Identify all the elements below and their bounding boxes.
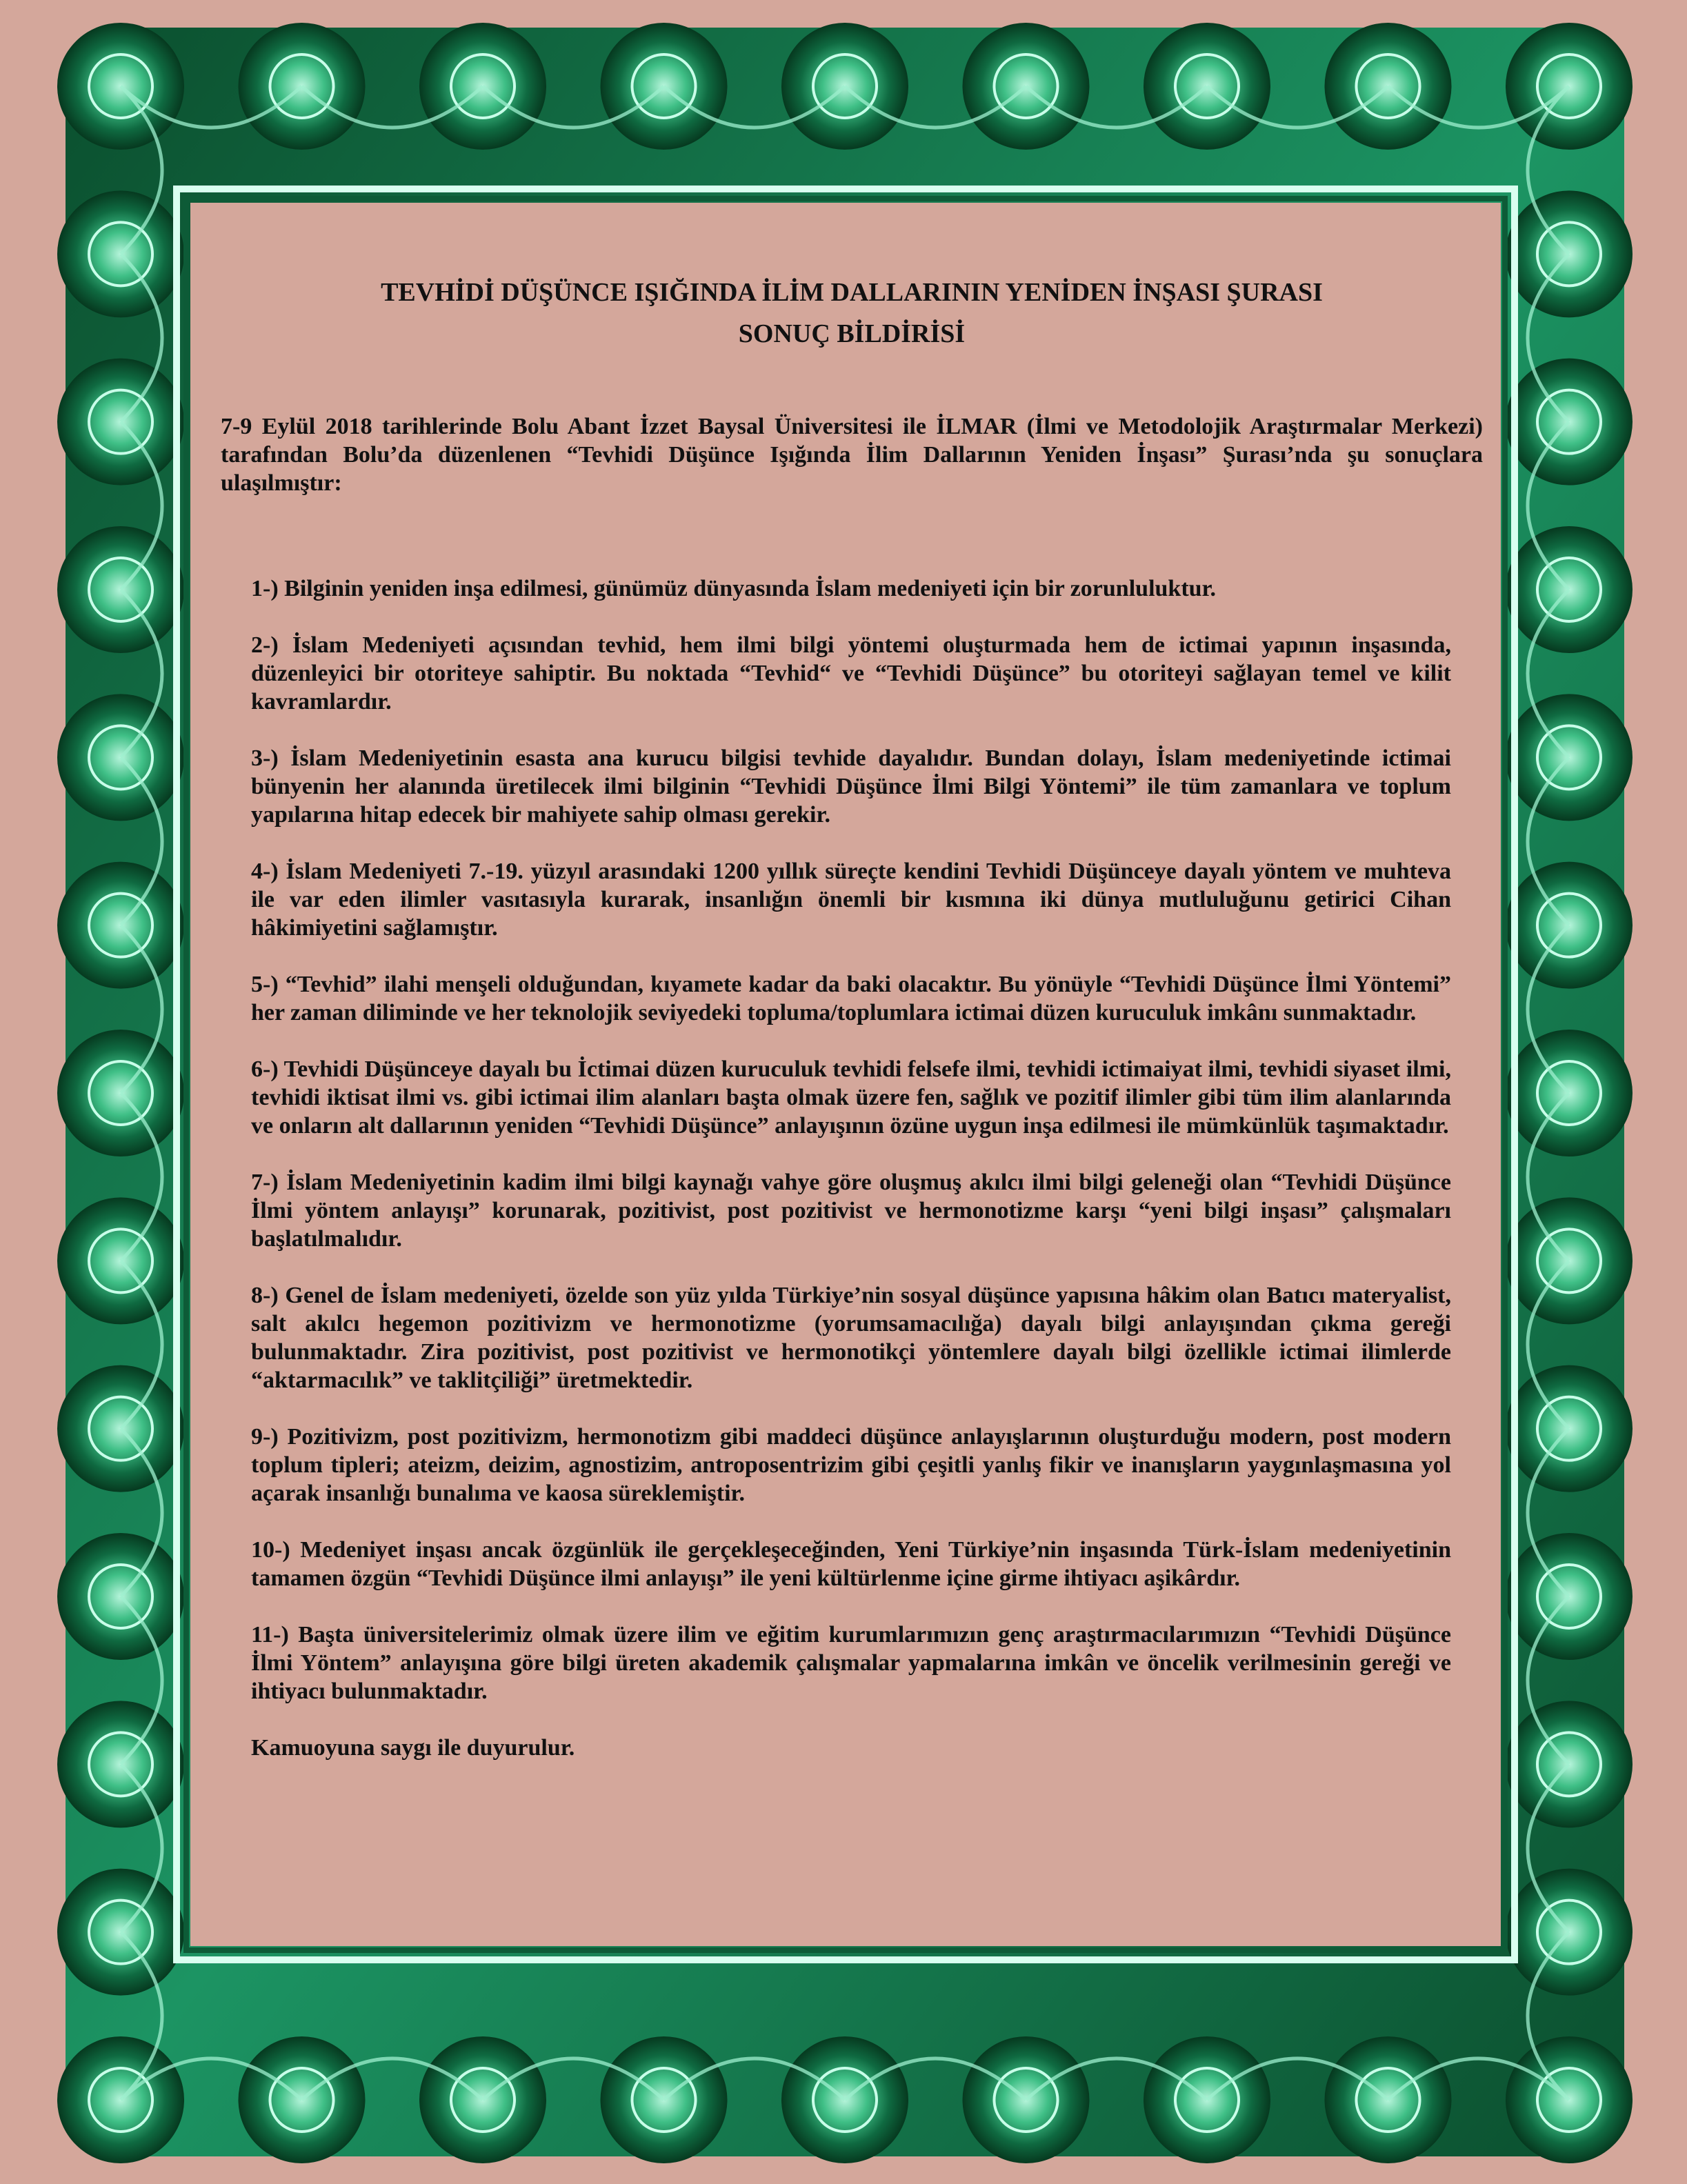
conclusion-item-8: 8-) Genel de İslam medeniyeti, özelde son yüz yılda Türkiye’nin sosyal düşünce yapısına hâkim olan Batıcı materyalist, salt akılcı hegemon pozitivizm ve hermonotizme (yorumsamacılığa) dayalı bilgi anlayışından çıkma gereği bulunmaktadır. Zira pozitivist, post pozitivist ve hermonotikçi yöntemlere dayalı bilgi özellikle ictimai ilimlerde “aktarmacılık” ve taklitçiliği” üretmektedir. xyxy=(251,1283,1451,1393)
document-page xyxy=(190,203,1501,1946)
conclusion-item-11: 11-) Başta üniversitelerimiz olmak üzere ilim ve eğitim kurumlarımızın genç araştırmacılarımızın “Tevhidi Düşünce İlmi Yöntem” anlayışına göre bilgi üreten akademik çalışmalar yapmalarına imkân ve öncelik verilmesinin gereği ve ihtiyacı bulunmaktadır. xyxy=(251,1622,1451,1704)
closing-line: Kamuoyuna saygı ile duyurulur. xyxy=(251,1735,575,1761)
document-title xyxy=(221,272,1483,354)
conclusion-item-5: 5-) “Tevhid” ilahi menşeli olduğundan, kıyamete kadar da baki olacaktır. Bu yönüyle “Tevhidi Düşünce İlmi Yöntemi” her zaman diliminde ve her teknolojik seviyedeki topluma/toplumlara ictimai düzen kuruculuk imkânı sunmaktadır. xyxy=(251,972,1451,1025)
conclusion-item-6: 6-) Tevhidi Düşünceye dayalı bu İctimai düzen kuruculuk tevhidi felsefe ilmi, tevhidi ictimaiyat ilmi, tevhidi siyaset ilmi, tevhidi iktisat ilmi vs. gibi ictimai ilim alanları başta olmak üzere fen, sağlık ve pozitif ilimler gibi tüm ilim alanlarında ve onların alt dallarının yeniden “Tevhidi Düşünce” anlayışının özüne uygun inşa edilmesi ile mümkünlük taşımaktadır. xyxy=(251,1056,1451,1139)
conclusion-item-3: 3-) İslam Medeniyetinin esasta ana kurucu bilgisi tevhide dayalıdır. Bundan dolayı, İslam medeniyetinde ictimai bünyenin her alanında üretilecek ilmi bilginin “Tevhidi Düşünce İlmi Bilgi Yöntemi” ile tüm zamanlara ve toplum yapılarına hitap edecek bir mahiyete sahip olması gerekir. xyxy=(251,745,1451,828)
conclusions-list xyxy=(221,574,1483,1762)
conclusion-item-1: 1-) Bilginin yeniden inşa edilmesi, günümüz dünyasında İslam medeniyeti için bir zorunluluktur. xyxy=(251,576,1217,601)
conclusion-item-4: 4-) İslam Medeniyeti 7.-19. yüzyıl arasındaki 1200 yıllık süreçte kendini Tevhidi Düşünceye dayalı yöntem ve muhteva ile var eden ilimler vasıtasıyla kurarak, insanlığın önemli bir kısmına iki dünya mutluluğunu getirici Cihan hâkimiyetini sağlamıştır. xyxy=(251,859,1451,941)
title-line-2: SONUÇ BİLDİRİSİ xyxy=(738,319,966,348)
conclusion-item-7: 7-) İslam Medeniyetinin kadim ilmi bilgi kaynağı vahye göre oluşmuş akılcı ilmi bilgi geleneği olan “Tevhidi Düşünce İlmi yöntem anlayışı” korunarak, pozitivist, post pozitivist ve hermonotizme karşı “yeni bilgi inşası” çalışmaları başlatılmalıdır. xyxy=(251,1170,1451,1252)
conclusion-item-9: 9-) Pozitivizm, post pozitivizm, hermonotizm gibi maddeci düşünce anlayışlarının oluşturduğu modern, post modern toplum tipleri; ateizm, deizim, agnostizim, antroposentrizim gibi çeşitli yanlış fikir ve inanışların yaygınlaşmasına yol açarak insanlığı bunalıma ve kaosa süreklemiştir. xyxy=(251,1424,1451,1506)
title-line-1: TEVHİDİ DÜŞÜNCE IŞIĞINDA İLİM DALLARININ YENİDEN İNŞASI ŞURASI xyxy=(381,278,1323,307)
conclusion-item-10: 10-) Medeniyet inşası ancak özgünlük ile gerçekleşeceğinden, Yeni Türkiye’nin inşasında Türk-İslam medeniyetinin tamamen özgün “Tevhidi Düşünce ilmi anlayışı” ile yeni kültürlenme içine girme ihtiyacı aşikârdır. xyxy=(251,1537,1451,1591)
intro-paragraph: 7-9 Eylül 2018 tarihlerinde Bolu Abant İzzet Baysal Üniversitesi ile İLMAR (İlmi ve Metodolojik Araştırmalar Merkezi) tarafından Bolu’da düzenlenen “Tevhidi Düşünce Işığında İlim Dallarının Yeniden İnşası” Şurası’nda şu sonuçlara ulaşılmıştır: xyxy=(221,414,1483,496)
conclusion-item-2: 2-) İslam Medeniyeti açısından tevhid, hem ilmi bilgi yöntemi oluşturmada hem de ictimai yapının inşasında, düzenleyici bir otoriteye sahiptir. Bu noktada “Tevhid“ ve “Tevhidi Düşünce” bu otoriteyi sağlayan temel ve kilit kavramlardır. xyxy=(251,632,1451,714)
